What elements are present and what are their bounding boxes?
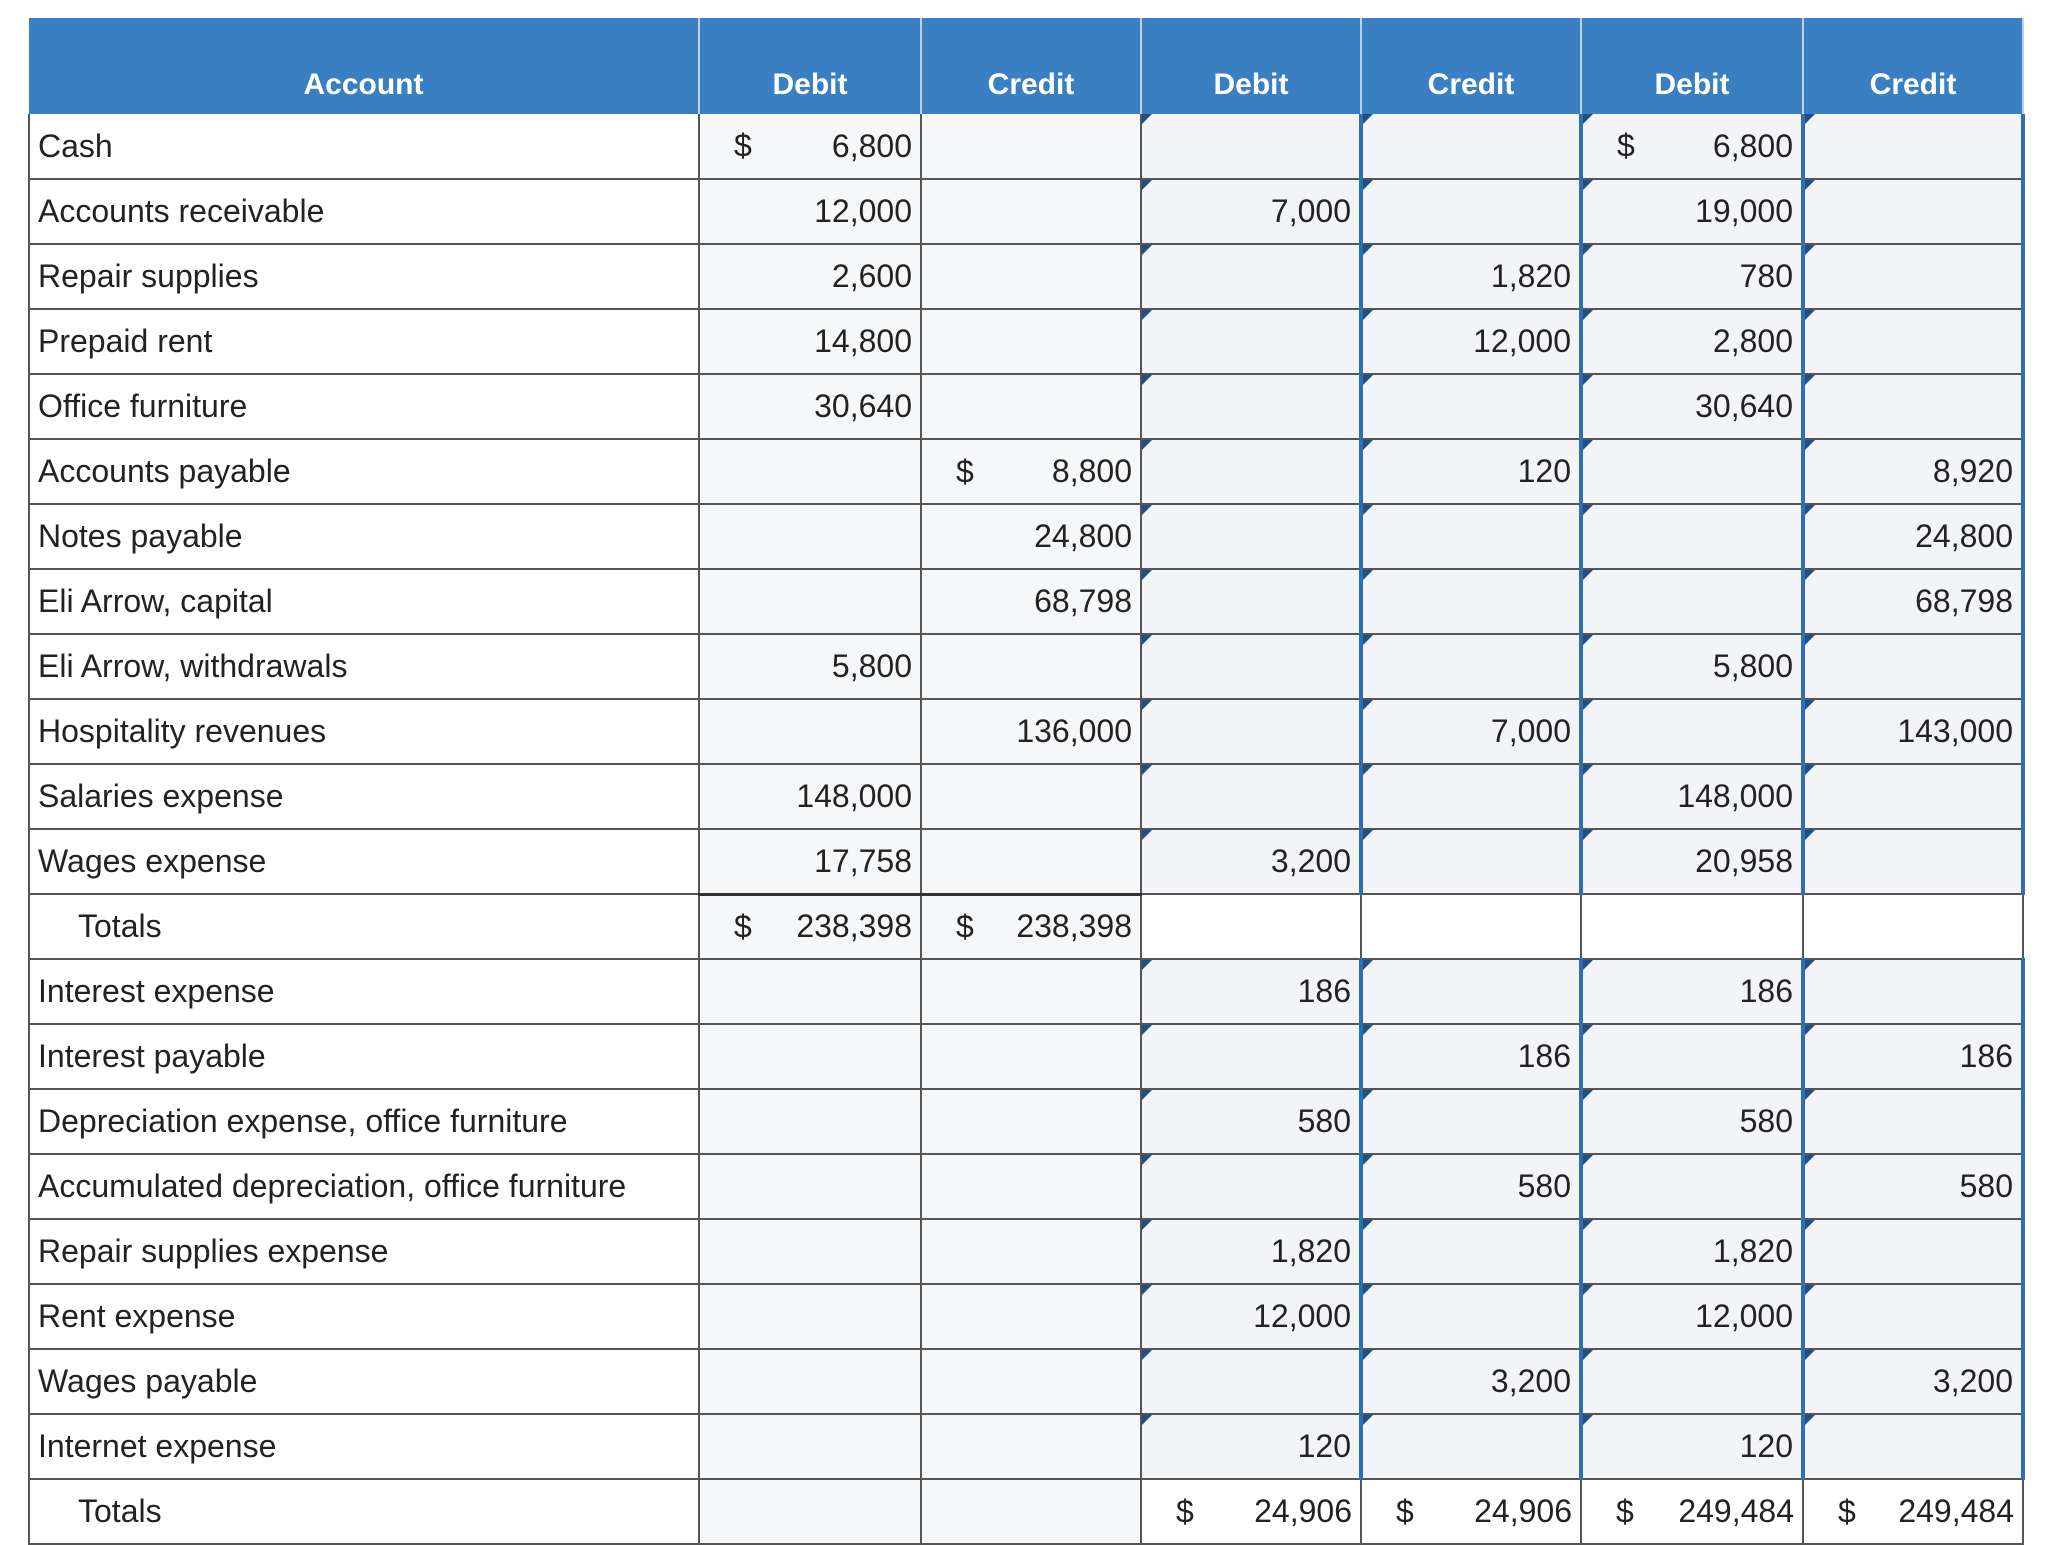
- tb-credit-cell: [921, 699, 1141, 764]
- cell-value: 30,640: [1695, 388, 1793, 424]
- cell-value: 14,800: [814, 323, 912, 359]
- tb-credit-cell: [921, 1089, 1141, 1154]
- adj-debit-cell[interactable]: [1141, 179, 1361, 244]
- account-name: Depreciation expense, office furniture: [29, 1089, 699, 1154]
- table-row: [29, 959, 2023, 1024]
- tb-debit-cell: [699, 634, 921, 699]
- cell-value: 8,800: [1051, 453, 1132, 489]
- tb-totals-row: [29, 894, 2023, 959]
- tb-credit-cell: [921, 894, 1141, 959]
- table-row: [29, 179, 2023, 244]
- tb-credit-cell: [921, 1219, 1141, 1284]
- tb-credit-cell: [921, 114, 1141, 179]
- atb-credit-total: [1803, 1479, 2023, 1544]
- account-name: Wages payable: [29, 1349, 699, 1414]
- atb-debit-cell[interactable]: [1581, 114, 1803, 179]
- account-name: Accumulated depreciation, office furniture: [29, 1154, 699, 1219]
- account-name: Prepaid rent: [29, 309, 699, 374]
- table-row: [29, 1089, 2023, 1154]
- adj-debit-cell[interactable]: [1141, 959, 1361, 1024]
- tb-debit-cell: [699, 1219, 921, 1284]
- atb-debit-total: [1581, 1479, 1803, 1544]
- atb-credit-cell[interactable]: [1803, 114, 2023, 179]
- atb-debit-cell: [1581, 894, 1803, 959]
- adj-debit-cell[interactable]: [1141, 1154, 1361, 1219]
- atb-credit-cell[interactable]: [1803, 374, 2023, 439]
- table-row: [29, 699, 2023, 764]
- tb-credit-cell: [921, 764, 1141, 829]
- tb-debit-cell: [699, 764, 921, 829]
- adj-credit-header: Credit: [1361, 18, 1581, 114]
- empty-cell: [921, 1479, 1141, 1544]
- tb-credit-cell: [921, 244, 1141, 309]
- account-name: Rent expense: [29, 1284, 699, 1349]
- cell-value: 1,820: [1270, 1233, 1351, 1269]
- adj-debit-cell[interactable]: [1141, 569, 1361, 634]
- atb-debit-cell[interactable]: [1581, 374, 1803, 439]
- table-row: [29, 244, 2023, 309]
- atb-debit-cell[interactable]: [1581, 244, 1803, 309]
- cell-value: 136,000: [1016, 713, 1132, 749]
- tb-credit-cell: [921, 439, 1141, 504]
- tb-debit-cell: [699, 504, 921, 569]
- table-row: [29, 1219, 2023, 1284]
- atb-credit-cell[interactable]: [1803, 439, 2023, 504]
- table-row: [29, 634, 2023, 699]
- account-name: Internet expense: [29, 1414, 699, 1479]
- totals-label: Totals: [29, 1479, 699, 1544]
- cell-value: 580: [1739, 1103, 1793, 1139]
- tb-credit-cell: [921, 634, 1141, 699]
- cell-value: 186: [1517, 1038, 1571, 1074]
- dollar-sign: $: [1616, 1493, 1634, 1529]
- adj-credit-cell[interactable]: [1361, 114, 1581, 179]
- adj-debit-cell[interactable]: [1141, 244, 1361, 309]
- dollar-sign: $: [956, 453, 974, 489]
- dollar-sign: $: [734, 127, 752, 164]
- adj-debit-cell[interactable]: [1141, 699, 1361, 764]
- atb-debit-cell[interactable]: [1581, 959, 1803, 1024]
- cell-value: 1,820: [1490, 258, 1571, 294]
- atb-credit-cell[interactable]: [1803, 829, 2023, 894]
- cell-value: 12,000: [1473, 323, 1571, 359]
- adj-credit-cell[interactable]: [1361, 1089, 1581, 1154]
- table-row: [29, 1024, 2023, 1089]
- worksheet-body: [29, 114, 2023, 1544]
- adj-debit-cell[interactable]: [1141, 1284, 1361, 1349]
- adj-credit-cell[interactable]: [1361, 439, 1581, 504]
- table-row: [29, 1349, 2023, 1414]
- cell-value: 780: [1739, 258, 1793, 294]
- worksheet-table: [28, 18, 2025, 1545]
- adj-debit-cell[interactable]: [1141, 764, 1361, 829]
- adj-debit-cell[interactable]: [1141, 1414, 1361, 1479]
- table-row: [29, 1284, 2023, 1349]
- atb-credit-cell[interactable]: [1803, 1349, 2023, 1414]
- cell-value: 17,758: [814, 842, 912, 879]
- cell-value: 7,000: [1270, 193, 1351, 229]
- tb-debit-cell: [699, 699, 921, 764]
- atb-debit-cell[interactable]: [1581, 309, 1803, 374]
- atb-credit-cell[interactable]: [1803, 764, 2023, 829]
- table-row: [29, 309, 2023, 374]
- cell-value: 143,000: [1897, 713, 2013, 749]
- account-name: Office furniture: [29, 374, 699, 439]
- dollar-sign: $: [1176, 1493, 1194, 1529]
- cell-value: 580: [1297, 1103, 1351, 1139]
- atb-credit-header: Credit: [1803, 18, 2023, 114]
- cell-value: 3,200: [1270, 843, 1351, 879]
- atb-debit-cell[interactable]: [1581, 569, 1803, 634]
- empty-cell: [699, 1479, 921, 1544]
- tb-credit-cell: [921, 1024, 1141, 1089]
- atb-debit-cell[interactable]: [1581, 1414, 1803, 1479]
- dollar-sign: $: [1396, 1493, 1414, 1529]
- cell-value: 120: [1739, 1428, 1793, 1464]
- cell-value: 30,640: [814, 388, 912, 424]
- cell-value: 2,600: [831, 258, 912, 294]
- adj-credit-cell[interactable]: [1361, 1024, 1581, 1089]
- atb-debit-cell[interactable]: [1581, 1349, 1803, 1414]
- account-name: Salaries expense: [29, 764, 699, 829]
- atb-credit-cell: [1803, 894, 2023, 959]
- table-row: [29, 374, 2023, 439]
- tb-credit-cell: [921, 504, 1141, 569]
- adj-credit-cell: [1361, 894, 1581, 959]
- adj-debit-header: Debit: [1141, 18, 1361, 114]
- final-totals-row: [29, 1479, 2023, 1544]
- table-row: [29, 829, 2023, 894]
- adj-credit-cell[interactable]: [1361, 699, 1581, 764]
- tb-debit-cell: [699, 114, 921, 179]
- atb-debit-cell[interactable]: [1581, 829, 1803, 894]
- atb-credit-cell[interactable]: [1803, 1284, 2023, 1349]
- cell-value: 186: [1959, 1038, 2013, 1074]
- tb-debit-cell: [699, 569, 921, 634]
- tb-debit-cell: [699, 309, 921, 374]
- adj-debit-cell[interactable]: [1141, 374, 1361, 439]
- atb-credit-cell[interactable]: [1803, 1219, 2023, 1284]
- atb-debit-cell[interactable]: [1581, 439, 1803, 504]
- cell-value: 186: [1739, 973, 1793, 1009]
- atb-credit-cell[interactable]: [1803, 1154, 2023, 1219]
- cell-value: 186: [1297, 973, 1351, 1009]
- total-value: 249,484: [1898, 1493, 2014, 1529]
- adj-credit-cell[interactable]: [1361, 374, 1581, 439]
- adj-credit-cell[interactable]: [1361, 634, 1581, 699]
- tb-debit-cell: [699, 1414, 921, 1479]
- table-row: [29, 1154, 2023, 1219]
- tb-credit-header: Credit: [921, 18, 1141, 114]
- tb-debit-cell: [699, 374, 921, 439]
- account-name: Wages expense: [29, 829, 699, 894]
- cell-value: 12,000: [1695, 1298, 1793, 1334]
- atb-debit-cell[interactable]: [1581, 179, 1803, 244]
- cell-value: 120: [1517, 453, 1571, 489]
- cell-value: 12,000: [1253, 1298, 1351, 1334]
- adj-debit-cell[interactable]: [1141, 634, 1361, 699]
- atb-credit-cell[interactable]: [1803, 699, 2023, 764]
- cell-value: 148,000: [796, 778, 912, 814]
- atb-debit-header: Debit: [1581, 18, 1803, 114]
- adj-credit-total: [1361, 1479, 1581, 1544]
- table-row: [29, 764, 2023, 829]
- account-name: Cash: [29, 114, 699, 179]
- atb-debit-cell[interactable]: [1581, 504, 1803, 569]
- table-row: [29, 504, 2023, 569]
- account-name: Accounts payable: [29, 439, 699, 504]
- tb-debit-cell: [699, 829, 921, 894]
- cell-value: 24,800: [1034, 518, 1132, 554]
- tb-debit-cell: [699, 1024, 921, 1089]
- adj-debit-cell: [1141, 894, 1361, 959]
- adj-debit-cell[interactable]: [1141, 439, 1361, 504]
- tb-credit-cell: [921, 569, 1141, 634]
- tb-credit-cell: [921, 959, 1141, 1024]
- cell-value: 68,798: [1915, 583, 2013, 619]
- tb-credit-cell: [921, 179, 1141, 244]
- atb-credit-cell[interactable]: [1803, 1024, 2023, 1089]
- dollar-sign: $: [956, 908, 974, 945]
- atb-debit-cell[interactable]: [1581, 1284, 1803, 1349]
- adj-debit-cell[interactable]: [1141, 1349, 1361, 1414]
- adj-credit-cell[interactable]: [1361, 1349, 1581, 1414]
- atb-credit-cell[interactable]: [1803, 244, 2023, 309]
- cell-value: 238,398: [796, 908, 912, 945]
- tb-debit-cell: [699, 1089, 921, 1154]
- adj-credit-cell[interactable]: [1361, 1284, 1581, 1349]
- tb-debit-cell: [699, 1349, 921, 1414]
- adj-credit-cell[interactable]: [1361, 959, 1581, 1024]
- total-value: 24,906: [1254, 1493, 1352, 1529]
- adj-debit-cell[interactable]: [1141, 309, 1361, 374]
- dollar-sign: $: [734, 908, 752, 945]
- cell-value: 2,800: [1712, 323, 1793, 359]
- atb-credit-cell[interactable]: [1803, 309, 2023, 374]
- atb-credit-cell[interactable]: [1803, 179, 2023, 244]
- adj-debit-cell[interactable]: [1141, 1219, 1361, 1284]
- adj-debit-cell[interactable]: [1141, 1024, 1361, 1089]
- account-column-header: Account: [29, 18, 699, 114]
- table-row: [29, 1414, 2023, 1479]
- account-name: Totals: [29, 894, 699, 959]
- table-row: [29, 114, 2023, 179]
- tb-credit-cell: [921, 1349, 1141, 1414]
- account-name: Eli Arrow, withdrawals: [29, 634, 699, 699]
- account-name: Accounts receivable: [29, 179, 699, 244]
- cell-value: 7,000: [1490, 713, 1571, 749]
- cell-value: 8,920: [1932, 453, 2013, 489]
- cell-value: 3,200: [1490, 1363, 1571, 1399]
- atb-credit-cell[interactable]: [1803, 634, 2023, 699]
- atb-debit-cell[interactable]: [1581, 1154, 1803, 1219]
- cell-value: 1,820: [1712, 1233, 1793, 1269]
- adj-credit-cell[interactable]: [1361, 829, 1581, 894]
- total-value: 249,484: [1678, 1493, 1794, 1529]
- total-value: 24,906: [1474, 1493, 1572, 1529]
- tb-credit-cell: [921, 1284, 1141, 1349]
- adj-credit-cell[interactable]: [1361, 764, 1581, 829]
- adj-credit-cell[interactable]: [1361, 1219, 1581, 1284]
- adj-credit-cell[interactable]: [1361, 179, 1581, 244]
- cell-value: 580: [1959, 1168, 2013, 1204]
- tb-debit-cell: [699, 439, 921, 504]
- account-name: Interest payable: [29, 1024, 699, 1089]
- tb-debit-cell: [699, 244, 921, 309]
- atb-credit-cell[interactable]: [1803, 569, 2023, 634]
- tb-debit-cell: [699, 894, 921, 959]
- tb-debit-cell: [699, 959, 921, 1024]
- cell-value: 5,800: [831, 648, 912, 684]
- atb-debit-cell[interactable]: [1581, 1219, 1803, 1284]
- adj-credit-cell[interactable]: [1361, 244, 1581, 309]
- atb-debit-cell[interactable]: [1581, 699, 1803, 764]
- account-name: Hospitality revenues: [29, 699, 699, 764]
- adj-debit-cell[interactable]: [1141, 1089, 1361, 1154]
- cell-value: 19,000: [1695, 193, 1793, 229]
- dollar-sign: $: [1838, 1493, 1856, 1529]
- atb-debit-cell[interactable]: [1581, 634, 1803, 699]
- account-name: Repair supplies expense: [29, 1219, 699, 1284]
- atb-credit-cell[interactable]: [1803, 504, 2023, 569]
- tb-debit-cell: [699, 1284, 921, 1349]
- cell-value: 12,000: [814, 193, 912, 229]
- cell-value: 120: [1297, 1428, 1351, 1464]
- tb-debit-cell: [699, 1154, 921, 1219]
- cell-value: 5,800: [1712, 648, 1793, 684]
- cell-value: 20,958: [1695, 843, 1793, 879]
- cell-value: 6,800: [831, 127, 912, 164]
- cell-value: 6,800: [1712, 127, 1793, 164]
- tb-credit-cell: [921, 309, 1141, 374]
- tb-credit-cell: [921, 829, 1141, 894]
- atb-credit-cell[interactable]: [1803, 959, 2023, 1024]
- cell-value: 3,200: [1932, 1363, 2013, 1399]
- atb-credit-cell[interactable]: [1803, 1414, 2023, 1479]
- account-name: Notes payable: [29, 504, 699, 569]
- adj-credit-cell[interactable]: [1361, 504, 1581, 569]
- account-name: Interest expense: [29, 959, 699, 1024]
- atb-debit-cell[interactable]: [1581, 1024, 1803, 1089]
- tb-credit-cell: [921, 1414, 1141, 1479]
- cell-value: 580: [1517, 1168, 1571, 1204]
- tb-debit-header: Debit: [699, 18, 921, 114]
- adj-credit-cell[interactable]: [1361, 1414, 1581, 1479]
- tb-debit-cell: [699, 179, 921, 244]
- adj-debit-cell[interactable]: [1141, 504, 1361, 569]
- cell-value: 148,000: [1677, 778, 1793, 814]
- table-row: [29, 439, 2023, 504]
- account-name: Eli Arrow, capital: [29, 569, 699, 634]
- table-row: [29, 569, 2023, 634]
- tb-credit-cell: [921, 1154, 1141, 1219]
- atb-credit-cell[interactable]: [1803, 1089, 2023, 1154]
- adj-credit-cell[interactable]: [1361, 309, 1581, 374]
- account-name: Repair supplies: [29, 244, 699, 309]
- cell-value: 68,798: [1034, 583, 1132, 619]
- dollar-sign: $: [1617, 127, 1635, 164]
- adj-debit-cell[interactable]: [1141, 829, 1361, 894]
- tb-credit-cell: [921, 374, 1141, 439]
- adj-credit-cell[interactable]: [1361, 569, 1581, 634]
- adj-credit-cell[interactable]: [1361, 1154, 1581, 1219]
- atb-debit-cell[interactable]: [1581, 764, 1803, 829]
- cell-value: 238,398: [1016, 908, 1132, 945]
- adj-debit-total: [1141, 1479, 1361, 1544]
- adj-debit-cell[interactable]: [1141, 114, 1361, 179]
- cell-value: 24,800: [1915, 518, 2013, 554]
- atb-debit-cell[interactable]: [1581, 1089, 1803, 1154]
